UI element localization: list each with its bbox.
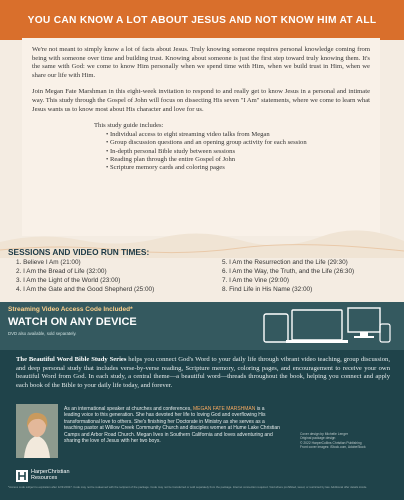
publisher-name bbox=[31, 469, 70, 481]
credit-line: Cover design by Michelle Lenger bbox=[300, 432, 349, 436]
guide-item: • Group discussion questions and an opening group activity for each session bbox=[106, 139, 370, 147]
guide-item: • Individual access to eight streaming video talks from Megan bbox=[106, 131, 370, 139]
session-item: 4. I Am the Gate and the Good Shepherd (25:00) bbox=[16, 286, 155, 293]
intro-panel bbox=[22, 38, 380, 236]
publisher-line-2: Resources bbox=[31, 475, 58, 481]
series-description bbox=[16, 356, 390, 390]
intro-paragraph-2: Join Megan Fate Marshman in this eight-week invitation to respond to and really get to know Jesus in a personal and intimate way. This study through the Gospel of John will focus on dissecting His seven "I Am" statements, where we come to learn what Jesus wants us to know most about His character and love for us. bbox=[32, 88, 370, 113]
publisher-line-1: HarperChristian bbox=[31, 469, 70, 475]
guide-item: • Scripture memory cards and coloring pages bbox=[106, 164, 370, 172]
dvd-note-text: DVD also available, sold separately. bbox=[8, 331, 77, 336]
headline-text: YOU CAN KNOW A LOT ABOUT JESUS AND NOT KNOW HIM AT ALL bbox=[27, 14, 377, 26]
access-code-text: Streaming Video Access Code Included* bbox=[8, 306, 133, 313]
credit-line: Original package design bbox=[300, 436, 336, 441]
session-item: 6. I Am the Way, the Truth, and the Life (26:30) bbox=[222, 268, 355, 275]
study-guide-label: This study guide includes: bbox=[94, 122, 164, 130]
session-item: 1. Believe I Am (21:00) bbox=[16, 259, 81, 266]
guide-item: • Reading plan through the entire Gospel of John bbox=[106, 156, 370, 164]
cover-credits bbox=[300, 432, 394, 450]
session-item: 5. I Am the Resurrection and the Life (29:30) bbox=[222, 259, 348, 266]
intro-paragraph-1: We're not meant to simply know a lot of facts about Jesus. Truly knowing someone requires personal knowledge coming from being with someone over time and building trust. Knowing about someone is just the first step toward truly knowing them. It's the same with God: we come to know Him personally when we spend time with Him, when we build trust in Him, when we share our life with Him. bbox=[32, 46, 370, 79]
session-item: 2. I Am the Bread of Life (32:00) bbox=[16, 268, 107, 275]
series-text: helps you connect God's Word to your daily life through vibrant video teaching, group discussion, and deep personal study that includes verse-by-verse reading, Scripture memory, coloring pages, and encouragement to receive your own beautiful Word from God. In each study, a central theme—a beautiful word—threads throughout the book, helping you connect and apply each book of the Bible to your daily life today, and forever. bbox=[16, 356, 390, 389]
fine-print: *Access code subject to expiration after 12/31/2027. Code may not be redeemed with the recipient of the package. Code may not be transferred or sold separately from the package. Internet connection required. Void where prohibited, taxed, or restricted by law. Additional offer details inside. bbox=[8, 485, 368, 489]
author-portrait-icon bbox=[16, 404, 58, 458]
session-item: 7. I Am the Vine (29:00) bbox=[222, 277, 290, 284]
bio-rest: is a leading voice to this generation. She has devoted her life to loving God and overflowing His transformational love to others. She's finishing her Doctorate in Ministry as she serves as a teaching pastor at Willow Creek Community Church and disciples women at Hume Lake Christian Camps and Arbor Road Church. Megan lives in Southern California and loves adventuring and sharing the love of Jesus with her two boys. bbox=[64, 406, 280, 445]
publisher-logo-icon bbox=[16, 470, 28, 482]
credit-line: © 2022 HarperCollins Christian Publishing bbox=[300, 440, 362, 445]
study-guide-list bbox=[32, 131, 370, 172]
guide-item: • In-depth personal Bible study between sessions bbox=[106, 148, 370, 156]
sessions-title: SESSIONS AND VIDEO RUN TIMES: bbox=[8, 247, 150, 257]
session-item: 8. Find Life in His Name (32:00) bbox=[222, 286, 313, 293]
session-item: 3. I Am the Light of the World (23:00) bbox=[16, 277, 121, 284]
credit-line: Front cover images: iStock.com, AdobeStock bbox=[300, 445, 366, 450]
author-photo bbox=[16, 404, 58, 458]
headline-banner bbox=[0, 0, 404, 40]
series-name: The Beautiful Word Bible Study Series bbox=[16, 356, 127, 363]
bio-intro: As an international speaker at churches and conferences, bbox=[64, 406, 193, 412]
author-bio bbox=[64, 406, 282, 444]
devices-icon bbox=[262, 306, 392, 346]
author-name: MEGAN FATE MARSHMAN bbox=[192, 406, 256, 412]
watch-any-device-text: WATCH ON ANY DEVICE bbox=[8, 316, 137, 328]
